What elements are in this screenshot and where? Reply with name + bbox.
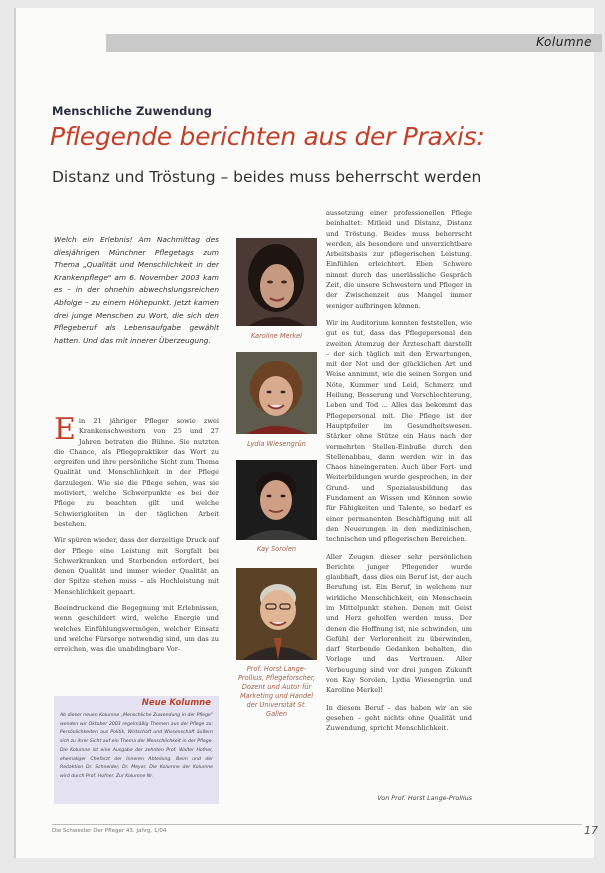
body-paragraph: Ein 21 jähriger Pfleger sowie zwei Krankenschwestern von 25 und 27 Jahren betraten die Bühne. Sie nutzten die Chance, als Pflegepraktiker das Wort zu ergreifen und ihre persönliche Sicht zum Thema Qualität und Menschlichkeit in der Pflege darzulegen. Wie sie die Pflege sehen, was sie motiviert, welche Schwerpunkte es bei der Pflege zu beachten gilt und welche Schwierigkeiten in der täglichen Arbeit bestehen. xyxy=(54,412,219,528)
article-rubric: Menschliche Zuwendung xyxy=(52,104,212,118)
article-intro: Welch ein Erlebnis! Am Nachmittag des diesjährigen Münchner Pflegetags zum Thema „Qualität und Menschlichkeit in der Krankenpflege" am 6. November 2003 kam es – in der ohnehin abwechslungsreichen Abfolge – zu einem Höhepunkt. Jetzt kamen drei junge Menschen zu Wort, die sich den Pflegeberuf als Lebensaufgabe gewählt hatten. Und das mit innerer Überzeugung. xyxy=(54,235,219,345)
body-paragraph: Aller Zeugen dieser sehr persönlichen Berichte junger Pflegender wurde glaubhaft, dass dies ein Beruf ist, der auch Berufung ist. Ein Beruf, in welchem nur wirkliche Menschlichkeit, ein Menschsein im Mittelpunkt stehen. Denen mit Geist und Herz geholfen werden muss. Der denen die Hoffnung ist, nie schwinden, um Gefühl der Verlorenheit zu überwinden, darf Sterbende Gedanken behalten, die Vorlage und das Vertrauen. Aller Verbeugung sind vor drei jungen Zukunft von Kay Sorolen, Lydia Wiesengrün und Karoline Merkel! xyxy=(326,552,472,695)
portrait-photo-kay xyxy=(236,460,317,540)
portrait-photo-prof-lange-prollius xyxy=(236,568,317,660)
right-column xyxy=(326,208,472,741)
footer-divider xyxy=(52,824,582,825)
photo-caption: Karoline Merkel xyxy=(250,332,303,340)
article-byline: Von Prof. Horst Lange-Prollius xyxy=(377,794,472,802)
body-paragraph: aussetzung einer professionellen Pflege beinhaltet: Mitleid und Distanz, Distanz und Tröstung. Beides muss beherrscht werden, als besondere und unverzichtbare Arbeitsbasis zur pflegerischen Leistung. Einfühlen erleichtert. Eben Schwere nimmt durch das unerlässliche Gespräch Zeit, die unsere Schwestern und Pfleger in der Zwischenzeit aus Mangel immer weniger aufbringen können. xyxy=(326,209,472,310)
man-portrait-icon xyxy=(236,568,317,660)
new-column-box xyxy=(54,696,219,804)
portrait-photo-karoline xyxy=(236,238,317,326)
body-paragraph: Beeindruckend die Begegnung mit Erlebnissen, wenn geschildert wird, welche Energie und welches Einfühlungsvermögen, welcher Einsatz und welche Fürsorge notwendig sind, um das zu erreichen, was die unabdingbare Vor- xyxy=(54,604,219,654)
photo-caption: Lydia Wiesengrün xyxy=(247,440,306,448)
photo-caption: Prof. Horst Lange-Prollius, Pflegeforscher, Dozent und Autor für Marketing und Handel der Universität St. Gallen xyxy=(237,665,316,718)
article-subtitle: Distanz und Tröstung – beides muss beherrscht werden xyxy=(52,168,482,186)
page-number: 17 xyxy=(584,824,598,837)
woman-portrait-icon xyxy=(236,238,317,326)
man-portrait-icon xyxy=(236,460,317,540)
portrait-photo-lydia xyxy=(236,352,317,434)
article-title: Pflegende berichten aus der Praxis: xyxy=(50,122,485,151)
body-paragraph: In diesem Beruf – das haben wir an sie gesehen – geht nichts ohne Qualität und Zuwendung, spricht Menschlichkeit. xyxy=(326,703,472,733)
magazine-page xyxy=(14,8,598,858)
left-column xyxy=(54,412,219,661)
drop-cap: E xyxy=(54,412,76,447)
woman-portrait-icon xyxy=(236,352,317,434)
header-band xyxy=(106,34,602,52)
body-paragraph: Wir spüren wieder, dass der derzeitige Druck auf der Pflege eine Leistung mit Sorgfalt bei Schwerkranken und Sterbenden erfordert, bei denen Qualität und immer wieder Qualität an der Spitze stehen muss – als Hochleistung mit Menschlichkeit gepaart. xyxy=(54,536,219,596)
publication-footer: Die Schwester Der Pfleger 43. Jahrg. 1/04 xyxy=(52,828,167,834)
box-title: Neue Kolumne xyxy=(141,698,211,708)
section-label: Kolumne xyxy=(536,35,592,49)
body-paragraph: Wir im Auditorium konnten feststellen, wie gut es tut, dass das Pflegepersonal den zweiten Atemzug der Ärzteschaft darstellt – der sich täglich mit den Erwartungen, mit der Not und der glücklichen Art und Weise annimmt, wie die seinen Sorgen und Nöte, Kummer und Leid, Schmerz und Heilung, Besserung und Verschlechterung, Leben und Tod ... Alles das bekommt das Pflegepersonal mit. Die Pflege ist der Hauptpfeiler im Gesundheitswesen. Stärker ohne Stütze ein Haus nach der vermehrten Stellen-Einbuße durch den Stellenabbau, dann werden wir in das Chaos hineingeraten. Auch über Fort- und Weiterbildungen wurde gesprochen, in der Grund- und Spezialausbildung das Fundament an Wissen und Können sowie für Fähigkeiten und Talente, so bedarf es einer permanenten Beschäftigung mit all den Neuerungen in den medizinischen, technischen und pflegerischen Bereichen. xyxy=(326,318,472,544)
photo-caption: Kay Sorolen xyxy=(256,545,297,553)
box-text: Ab dieser neuen Kolumne „Menschliche Zuwendung in der Pflege" wenden wir Oktober 2003 regelmäßig Themen aus der Pflege zu: Persönlichkeiten aus Politik, Wirtschaft und Wissenschaft äußern sich zu ihrer Sicht auf ein Thema der Menschlichkeit in der Pflege. Die Kolumne ist eine Ausgabe der zehnten Prof. Walter Hofner, ehemaliger Chefarzt der Inneren Abteilung. Beim und der Redaktion Dr. Schneider, Dr. Meyer. Die Kolumne der Kolumne wird durch Prof. Hofner. Zur Kolumne Nr. xyxy=(60,713,213,779)
